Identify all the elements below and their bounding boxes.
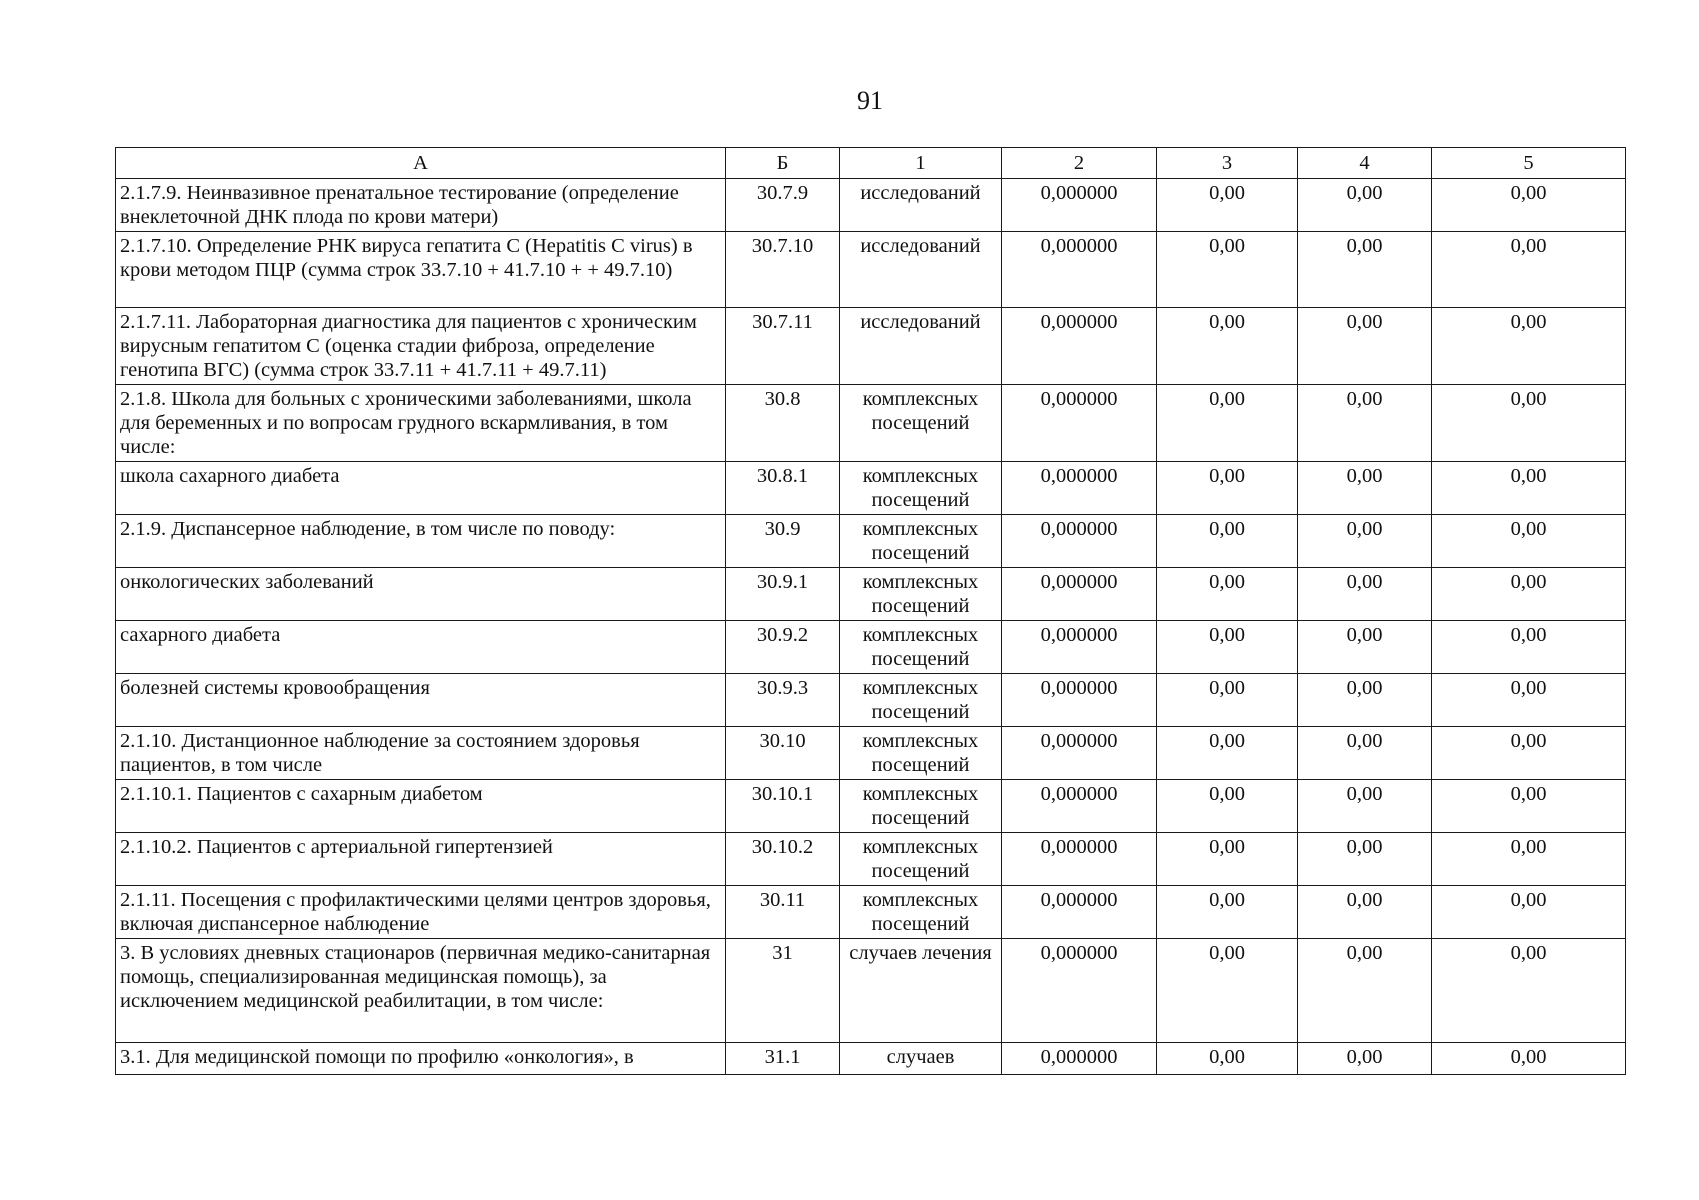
value-cell-4: 0,00 <box>1298 780 1432 833</box>
value-cell-5: 0,00 <box>1432 886 1626 939</box>
table-row <box>116 674 1626 727</box>
value-cell-3: 0,00 <box>1157 568 1298 621</box>
row-unit-cell: комплексных посещений <box>840 568 1002 621</box>
row-code-cell: 30.11 <box>726 886 840 939</box>
row-code-cell: 30.10.1 <box>726 780 840 833</box>
value-cell-3: 0,00 <box>1157 939 1298 1043</box>
row-name-cell: сахарного диабета <box>116 621 726 674</box>
value-cell-3: 0,00 <box>1157 232 1298 308</box>
row-name-cell: 2.1.11. Посещения с профилактическими целями центров здоровья, включая диспансерное наблюдение <box>116 886 726 939</box>
value-cell-2: 0,000000 <box>1002 939 1157 1043</box>
row-code-cell: 30.10 <box>726 727 840 780</box>
table-row <box>116 515 1626 568</box>
table-row <box>116 727 1626 780</box>
value-cell-2: 0,000000 <box>1002 308 1157 385</box>
table-row <box>116 462 1626 515</box>
table-row <box>116 179 1626 232</box>
value-cell-4: 0,00 <box>1298 1043 1432 1075</box>
row-name-cell: 2.1.10.1. Пациентов с сахарным диабетом <box>116 780 726 833</box>
value-cell-5: 0,00 <box>1432 515 1626 568</box>
value-cell-4: 0,00 <box>1298 515 1432 568</box>
header-cell-4: 4 <box>1298 148 1432 179</box>
value-cell-5: 0,00 <box>1432 308 1626 385</box>
row-unit-cell: комплексных посещений <box>840 621 1002 674</box>
row-unit-cell: комплексных посещений <box>840 727 1002 780</box>
value-cell-3: 0,00 <box>1157 833 1298 886</box>
row-unit-cell: случаев <box>840 1043 1002 1075</box>
value-cell-5: 0,00 <box>1432 179 1626 232</box>
value-cell-4: 0,00 <box>1298 939 1432 1043</box>
value-cell-4: 0,00 <box>1298 385 1432 462</box>
row-code-cell: 31.1 <box>726 1043 840 1075</box>
row-unit-cell: комплексных посещений <box>840 833 1002 886</box>
row-code-cell: 30.7.10 <box>726 232 840 308</box>
value-cell-4: 0,00 <box>1298 833 1432 886</box>
row-name-cell: 3.1. Для медицинской помощи по профилю «онкология», в <box>116 1043 726 1075</box>
row-unit-cell: комплексных посещений <box>840 886 1002 939</box>
table-row <box>116 780 1626 833</box>
data-table <box>115 147 1626 1075</box>
value-cell-3: 0,00 <box>1157 886 1298 939</box>
value-cell-3: 0,00 <box>1157 515 1298 568</box>
row-code-cell: 30.9.3 <box>726 674 840 727</box>
row-name-cell: школа сахарного диабета <box>116 462 726 515</box>
row-name-cell: онкологических заболеваний <box>116 568 726 621</box>
row-code-cell: 31 <box>726 939 840 1043</box>
row-unit-cell: комплексных посещений <box>840 780 1002 833</box>
header-cell-b: Б <box>726 148 840 179</box>
value-cell-2: 0,000000 <box>1002 780 1157 833</box>
value-cell-5: 0,00 <box>1432 727 1626 780</box>
row-code-cell: 30.7.9 <box>726 179 840 232</box>
table-row <box>116 833 1626 886</box>
row-unit-cell: случаев лечения <box>840 939 1002 1043</box>
row-code-cell: 30.9 <box>726 515 840 568</box>
value-cell-2: 0,000000 <box>1002 886 1157 939</box>
value-cell-5: 0,00 <box>1432 939 1626 1043</box>
value-cell-5: 0,00 <box>1432 232 1626 308</box>
value-cell-3: 0,00 <box>1157 385 1298 462</box>
row-name-cell: 2.1.9. Диспансерное наблюдение, в том числе по поводу: <box>116 515 726 568</box>
row-unit-cell: исследований <box>840 308 1002 385</box>
row-code-cell: 30.7.11 <box>726 308 840 385</box>
table-row <box>116 308 1626 385</box>
value-cell-4: 0,00 <box>1298 308 1432 385</box>
value-cell-3: 0,00 <box>1157 462 1298 515</box>
value-cell-2: 0,000000 <box>1002 621 1157 674</box>
row-name-cell: 3. В условиях дневных стационаров (первичная медико-санитарная помощь, специализированная медицинская помощь), за исключением медицинской реабилитации, в том числе: <box>116 939 726 1043</box>
value-cell-4: 0,00 <box>1298 886 1432 939</box>
value-cell-5: 0,00 <box>1432 833 1626 886</box>
value-cell-3: 0,00 <box>1157 1043 1298 1075</box>
value-cell-2: 0,000000 <box>1002 232 1157 308</box>
row-code-cell: 30.8.1 <box>726 462 840 515</box>
value-cell-2: 0,000000 <box>1002 515 1157 568</box>
value-cell-5: 0,00 <box>1432 1043 1626 1075</box>
value-cell-4: 0,00 <box>1298 674 1432 727</box>
row-name-cell: 2.1.7.9. Неинвазивное пренатальное тестирование (определение внеклеточной ДНК плода по крови матери) <box>116 179 726 232</box>
value-cell-5: 0,00 <box>1432 674 1626 727</box>
value-cell-2: 0,000000 <box>1002 385 1157 462</box>
value-cell-3: 0,00 <box>1157 727 1298 780</box>
row-unit-cell: исследований <box>840 232 1002 308</box>
header-cell-a: А <box>116 148 726 179</box>
row-unit-cell: комплексных посещений <box>840 674 1002 727</box>
value-cell-3: 0,00 <box>1157 308 1298 385</box>
value-cell-2: 0,000000 <box>1002 674 1157 727</box>
value-cell-5: 0,00 <box>1432 780 1626 833</box>
value-cell-3: 0,00 <box>1157 621 1298 674</box>
value-cell-4: 0,00 <box>1298 179 1432 232</box>
value-cell-2: 0,000000 <box>1002 462 1157 515</box>
value-cell-4: 0,00 <box>1298 568 1432 621</box>
row-unit-cell: комплексных посещений <box>840 462 1002 515</box>
header-row <box>116 148 1626 179</box>
row-code-cell: 30.10.2 <box>726 833 840 886</box>
value-cell-2: 0,000000 <box>1002 179 1157 232</box>
table-row <box>116 939 1626 1043</box>
row-name-cell: 2.1.8. Школа для больных с хроническими заболеваниями, школа для беременных и по вопросам грудного вскармливания, в том числе: <box>116 385 726 462</box>
row-name-cell: болезней системы кровообращения <box>116 674 726 727</box>
header-cell-5: 5 <box>1432 148 1626 179</box>
table-row <box>116 568 1626 621</box>
value-cell-5: 0,00 <box>1432 385 1626 462</box>
value-cell-5: 0,00 <box>1432 621 1626 674</box>
value-cell-3: 0,00 <box>1157 179 1298 232</box>
value-cell-4: 0,00 <box>1298 727 1432 780</box>
header-cell-2: 2 <box>1002 148 1157 179</box>
row-name-cell: 2.1.10. Дистанционное наблюдение за состоянием здоровья пациентов, в том числе <box>116 727 726 780</box>
table-row <box>116 385 1626 462</box>
value-cell-5: 0,00 <box>1432 462 1626 515</box>
row-code-cell: 30.9.2 <box>726 621 840 674</box>
table-row <box>116 886 1626 939</box>
row-code-cell: 30.9.1 <box>726 568 840 621</box>
table-row <box>116 232 1626 308</box>
table-row <box>116 1043 1626 1075</box>
value-cell-2: 0,000000 <box>1002 1043 1157 1075</box>
value-cell-3: 0,00 <box>1157 674 1298 727</box>
value-cell-2: 0,000000 <box>1002 568 1157 621</box>
row-name-cell: 2.1.7.10. Определение РНК вируса гепатита С (Hepatitis C virus) в крови методом ПЦР (сумма строк 33.7.10 + 41.7.10 + + 49.7.10) <box>116 232 726 308</box>
page-number: 91 <box>857 86 883 115</box>
value-cell-2: 0,000000 <box>1002 833 1157 886</box>
header-cell-1: 1 <box>840 148 1002 179</box>
value-cell-4: 0,00 <box>1298 462 1432 515</box>
value-cell-2: 0,000000 <box>1002 727 1157 780</box>
row-code-cell: 30.8 <box>726 385 840 462</box>
row-unit-cell: исследований <box>840 179 1002 232</box>
row-unit-cell: комплексных посещений <box>840 515 1002 568</box>
value-cell-4: 0,00 <box>1298 232 1432 308</box>
row-unit-cell: комплексных посещений <box>840 385 1002 462</box>
value-cell-3: 0,00 <box>1157 780 1298 833</box>
row-name-cell: 2.1.7.11. Лабораторная диагностика для пациентов с хроническим вирусным гепатитом С (оценка стадии фиброза, определение генотипа ВГС) (сумма строк 33.7.11 + 41.7.11 + 49.7.11) <box>116 308 726 385</box>
table-header <box>116 148 1626 179</box>
value-cell-4: 0,00 <box>1298 621 1432 674</box>
value-cell-5: 0,00 <box>1432 568 1626 621</box>
table-body <box>116 179 1626 1075</box>
table-row <box>116 621 1626 674</box>
row-name-cell: 2.1.10.2. Пациентов с артериальной гипертензией <box>116 833 726 886</box>
header-cell-3: 3 <box>1157 148 1298 179</box>
